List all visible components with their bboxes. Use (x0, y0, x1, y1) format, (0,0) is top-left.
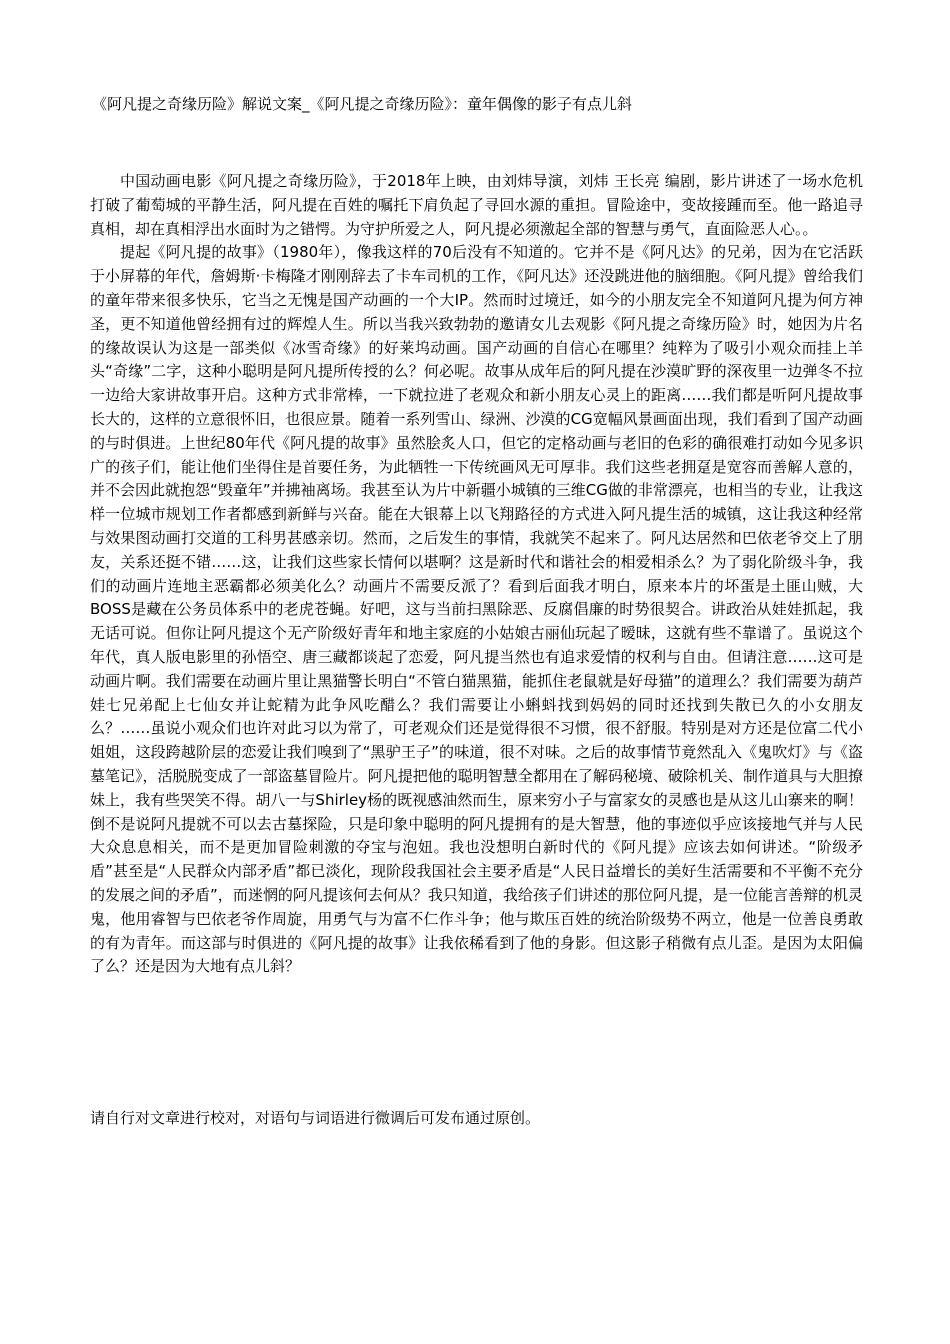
article-body (90, 170, 863, 979)
document-title: 《阿凡提之奇缘历险》解说文案_《阿凡提之奇缘历险》：童年偶像的影子有点儿斜 (92, 95, 633, 113)
paragraph-intro: 中国动画电影《阿凡提之奇缘历险》，于2018年上映，由刘炜导演，刘炜 王长亮 编剧，影片讲述了一场水危机打破了葡萄城的平静生活，阿凡提在百姓的嘱托下肩负起了寻回水源的重担。冒险途中，变故接踵而至。他一路追寻真相，却在真相浮出水面时为之错愕。为守护所爱之人，阿凡提必须激起全部的智慧与勇气，直面险恶人心。。 (90, 172, 863, 238)
proofreading-note: 请自行对文章进行校对，对语句与词语进行微调后可发布通过原创。 (90, 1109, 541, 1127)
paragraph-review: 提起《阿凡提的故事》（1980年），像我这样的70后没有不知道的。它并不是《阿凡达》的兄弟，因为在它活跃于小屏幕的年代，詹姆斯·卡梅隆才刚刚辞去了卡车司机的工作，《阿凡达》还没跳进他的脑细胞。《阿凡提》曾给我们的童年带来很多快乐，它当之无愧是国产动画的一个大IP。然而时过境迁，如今的小朋友完全不知道阿凡提为何方神圣，更不知道他曾经拥有过的辉煌人生。所以当我兴致勃勃的邀请女儿去观影《阿凡提之奇缘历险》时，她因为片名的缘故误认为这是一部类似《冰雪奇缘》的好莱坞动画。国产动画的自信心在哪里？纯粹为了吸引小观众而挂上羊头“奇缘”二字，这种小聪明是阿凡提所传授的么？何必呢。故事从成年后的阿凡提在沙漠旷野的深夜里一边弹冬不拉一边给大家讲故事开启。这种方式非常棒，一下就拉进了老观众和新小朋友心灵上的距离……我们都是听阿凡提故事长大的，这样的立意很怀旧，也很应景。随着一系列雪山、绿洲、沙漠的CG宽幅风景画面出现，我们看到了国产动画的与时俱进。上世纪80年代《阿凡提的故事》虽然脍炙人口，但它的定格动画与老旧的色彩的确很难打动如今见多识广的孩子们，能让他们坐得住是首要任务，为此牺牲一下传统画风无可厚非。我们这些老拥趸是宽容而善解人意的，并不会因此就抱怨“毁童年”并拂袖离场。我甚至认为片中新疆小城镇的三维CG做的非常漂亮，也相当的专业，让我这样一位城市规划工作者都感到新鲜与兴奋。能在大银幕上以飞翔路径的方式进入阿凡提生活的城镇，这让我这种经常与效果图动画打交道的工科男甚感亲切。然而，之后发生的事情，我就笑不起来了。阿凡达居然和巴依老爷交上了朋友，关系还挺不错……这，让我们这些家长情何以堪啊？这是新时代和谐社会的相爱相杀么？为了弱化阶级斗争，我们的动画片连地主恶霸都必须美化么？动画片不需要反派了？看到后面我才明白，原来本片的坏蛋是土匪山贼，大BOSS是藏在公务员体系中的老虎苍蝇。好吧，这与当前扫黑除恶、反腐倡廉的时势很契合。讲政治从娃娃抓起，我无话可说。但你让阿凡提这个无产阶级好青年和地主家庭的小姑娘古丽仙玩起了暧昧，这就有些不靠谱了。虽说这个年代，真人版电影里的孙悟空、唐三藏都谈起了恋爱，阿凡提当然也有追求爱情的权利与自由。但请注意……这可是动画片啊。我们需要在动画片里让黑猫警长明白“不管白猫黑猫，能抓住老鼠就是好母猫”的道理么？我们需要为葫芦娃七兄弟配上七仙女并让蛇精为此争风吃醋么？我们需要让小蝌蚪找到妈妈的同时还找到失散已久的小女朋友么？……虽说小观众们也许对此习以为常了，可老观众们还是觉得很不习惯，很不舒服。特别是对方还是位富二代小姐姐，这段跨越阶层的恋爱让我们嗅到了“黑驴王子”的味道，很不对味。之后的故事情节竟然乱入《鬼吹灯》与《盗墓笔记》，活脱脱变成了一部盗墓冒险片。阿凡提把他的聪明智慧全都用在了解码秘境、破除机关、制作道具与大胆撩妹上，我有些哭笑不得。胡八一与Shirley杨的既视感油然而生，原来穷小子与富家女的灵感也是从这儿山寨来的啊！倒不是说阿凡提就不可以去古墓探险，只是印象中聪明的阿凡提拥有的是大智慧，他的事迹似乎应该接地气并与人民大众息息相关，而不是更加冒险刺激的夺宝与泡妞。我也没想明白新时代的《阿凡提》应该去如何讲述。“阶级矛盾”甚至是“人民群众内部矛盾”都已淡化，现阶段我国社会主要矛盾是“人民日益增长的美好生活需要和不平衡不充分的发展之间的矛盾”，而迷惘的阿凡提该何去何从？我只知道，我给孩子们讲述的那位阿凡提，是一位能言善辩的机灵鬼，他用睿智与巴依老爷作周旋，用勇气与为富不仁作斗争；他与欺压百姓的统治阶级势不两立，他是一位善良勇敢的有为青年。而这部与时俱进的《阿凡提的故事》让我依稀看到了他的身影。但这影子稍微有点儿歪。是因为太阳偏了么？还是因为大地有点儿斜？ (90, 243, 863, 976)
